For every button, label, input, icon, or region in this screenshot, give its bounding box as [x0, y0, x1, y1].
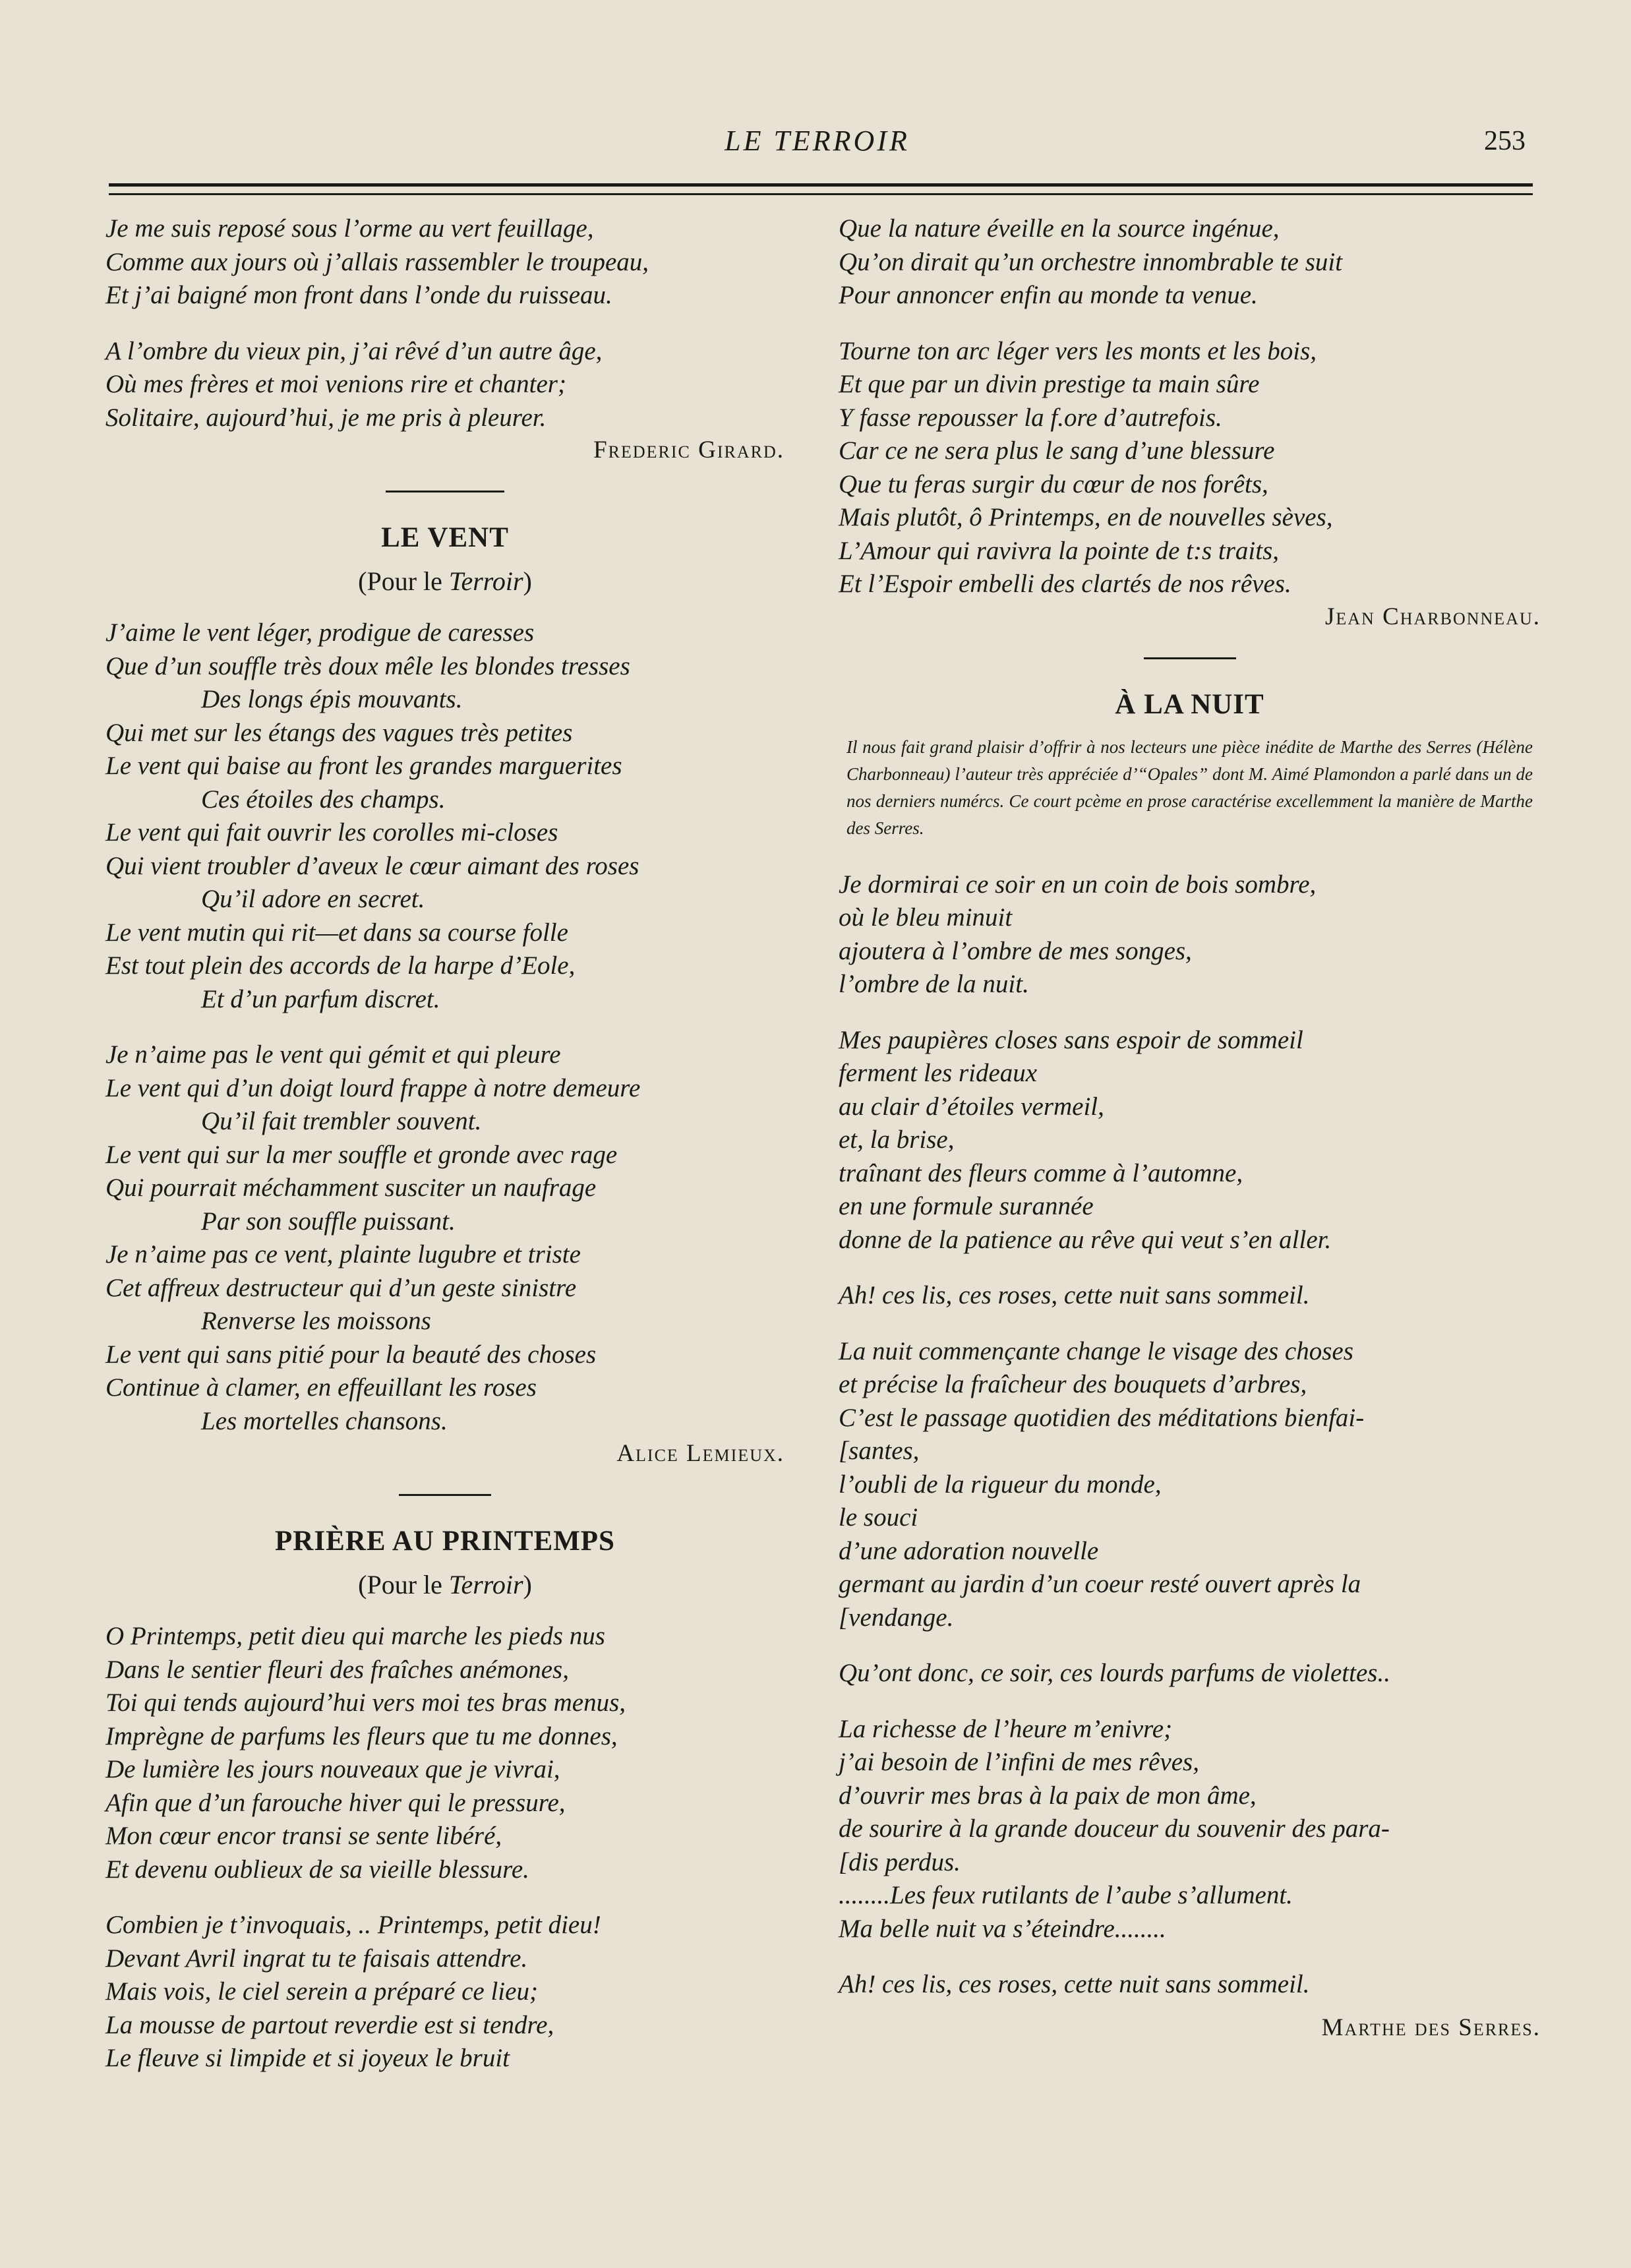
poem-priere-au-printemps — [105, 1620, 785, 2075]
verse-line: Et j’ai baigné mon front dans l’onde du ruisseau. — [105, 281, 612, 309]
verse-line: De lumière les jours nouveaux que je vivrai, — [105, 1755, 560, 1783]
verse-line: Et l’Espoir embelli des clartés de nos rêves. — [839, 570, 1291, 598]
poem-subtitle — [105, 566, 785, 597]
poem-title: LE VENT — [381, 522, 509, 553]
verse-line: Le fleuve si limpide et si joyeux le bruit — [105, 2044, 510, 2072]
verse-line: Les mortelles chansons. — [201, 1406, 448, 1435]
verse-line: Ah! ces lis, ces roses, cette nuit sans sommeil. — [839, 1281, 1310, 1309]
verse-line: Où mes frères et moi venions rire et chanter; — [105, 370, 566, 398]
verse-line: Tourne ton arc léger vers les monts et les bois, — [839, 336, 1317, 365]
verse-line: [vendange. — [839, 1603, 954, 1632]
stanza — [839, 1335, 1541, 1635]
subtitle-prefix: (Pour le — [358, 1570, 449, 1599]
verse-line: Le vent qui sur la mer souffle et gronde avec rage — [105, 1140, 618, 1169]
verse-line: Solitaire, aujourd’hui, je me pris à pleurer. — [105, 403, 547, 432]
verse-line: Que d’un souffle très doux mêle les blondes tresses — [105, 651, 630, 680]
stanza — [839, 335, 1541, 601]
verse-line: Cet affreux destructeur qui d’un geste sinistre — [105, 1273, 577, 1302]
verse-line: Le vent qui sans pitié pour la beauté des choses — [105, 1340, 597, 1369]
verse-line: ........Les feux rutilants de l’aube s’allument. — [839, 1881, 1293, 1909]
verse-line: d’une adoration nouvelle — [839, 1536, 1099, 1565]
verse-line: donne de la patience au rêve qui veut s’en aller. — [839, 1225, 1332, 1254]
verse-line: Mes paupières closes sans espoir de sommeil — [839, 1025, 1303, 1054]
poem-title: À LA NUIT — [1115, 688, 1264, 720]
header-rule — [109, 183, 1533, 195]
verse-line: ferment les rideaux — [839, 1059, 1038, 1087]
stanza — [105, 1909, 785, 2075]
left-column — [105, 212, 785, 2098]
verse-line: Ces étoiles des champs. — [201, 785, 446, 814]
verse-line: l’ombre de la nuit. — [839, 970, 1029, 998]
separator — [1144, 657, 1236, 659]
verse-line: Dans le sentier fleuri des fraîches anémones, — [105, 1655, 569, 1684]
verse-line: Qui vient troubler d’aveux le cœur aimant des roses — [105, 851, 639, 880]
verse-line: Mon cœur encor transi se sente libéré, — [105, 1822, 502, 1850]
verse-line: Est tout plein des accords de la harpe d’Eole, — [105, 951, 576, 980]
running-header — [109, 124, 1526, 164]
stanza — [839, 1713, 1541, 1946]
stanza — [105, 335, 785, 435]
verse-line: [dis perdus. — [839, 1847, 961, 1876]
verse-line: Car ce ne sera plus le sang d’une blessure — [839, 436, 1275, 465]
verse-line: et, la brise, — [839, 1125, 955, 1154]
verse-line: Qu’il fait trembler souvent. — [201, 1107, 482, 1135]
verse-line: Comme aux jours où j’allais rassembler le troupeau, — [105, 247, 649, 276]
verse-line: Le vent qui d’un doigt lourd frappe à notre demeure — [105, 1073, 641, 1102]
right-column — [839, 212, 1541, 2042]
stanza — [105, 1038, 785, 1438]
signature: Marthe des Serres. — [1321, 2014, 1541, 2041]
verse-line: Imprègne de parfums les fleurs que tu me donnes, — [105, 1721, 618, 1750]
verse-line: germant au jardin d’un coeur resté ouvert après la — [839, 1570, 1361, 1598]
stanza — [105, 212, 785, 313]
stanza — [839, 1968, 1541, 2002]
verse-line: C’est le passage quotidien des méditations bienfai- — [839, 1403, 1365, 1432]
verse-line: Je n’aime pas le vent qui gémit et qui pleure — [105, 1040, 561, 1069]
verse-line: Et d’un parfum discret. — [201, 984, 440, 1013]
stanza — [839, 868, 1541, 1001]
stanza — [839, 1024, 1541, 1257]
verse-line: A l’ombre du vieux pin, j’ai rêvé d’un autre âge, — [105, 336, 603, 365]
verse-line: Qui met sur les étangs des vagues très petites — [105, 718, 573, 747]
poem-girard — [105, 212, 785, 434]
verse-line: Combien je t’invoquais, .. Printemps, petit dieu! — [105, 1911, 601, 1939]
stanza — [105, 1620, 785, 1886]
verse-line: La nuit commençante change le visage des choses — [839, 1336, 1353, 1365]
verse-line: au clair d’étoiles vermeil, — [839, 1092, 1104, 1121]
verse-line: l’oubli de la rigueur du monde, — [839, 1470, 1162, 1499]
verse-line: Continue à clamer, en effeuillant les roses — [105, 1373, 537, 1402]
verse-line: Ah! ces lis, ces roses, cette nuit sans sommeil. — [839, 1970, 1310, 1998]
verse-line: [santes, — [839, 1437, 920, 1465]
journal-title: LE TERROIR — [725, 125, 910, 157]
verse-line: d’ouvrir mes bras à la paix de mon âme, — [839, 1781, 1257, 1810]
verse-line: O Printemps, petit dieu qui marche les pieds nus — [105, 1622, 605, 1650]
verse-line: Je n’aime pas ce vent, plainte lugubre et triste — [105, 1240, 581, 1268]
poem-a-la-nuit — [839, 868, 1541, 2002]
verse-line: Qu’on dirait qu’un orchestre innombrable te suit — [839, 247, 1343, 276]
poem-title: PRIÈRE AU PRINTEMPS — [275, 1526, 615, 1557]
signature: Frederic Girard. — [593, 436, 785, 463]
verse-line: J’aime le vent léger, prodigue de caresses — [105, 618, 535, 647]
poem-subtitle — [105, 1569, 785, 1600]
stanza — [105, 616, 785, 1016]
verse-line: Pour annoncer enfin au monde ta venue. — [839, 281, 1258, 309]
verse-line: en une formule surannée — [839, 1192, 1094, 1220]
verse-line: Des longs épis mouvants. — [201, 685, 463, 713]
verse-line: La mousse de partout reverdie est si tendre, — [105, 2010, 554, 2039]
subtitle-suffix: ) — [523, 566, 532, 596]
page-number: 253 — [1484, 126, 1526, 156]
verse-line: L’Amour qui ravivra la pointe de t:s traits, — [839, 536, 1280, 565]
verse-line: Ma belle nuit va s’éteindre........ — [839, 1914, 1166, 1943]
verse-line: Le vent qui baise au front les grandes marguerites — [105, 752, 622, 780]
stanza — [839, 1657, 1541, 1690]
separator — [386, 491, 504, 492]
verse-line: Le vent qui fait ouvrir les corolles mi-closes — [105, 818, 558, 847]
separator — [399, 1494, 491, 1496]
stanza — [839, 1279, 1541, 1313]
verse-line: Le vent mutin qui rit—et dans sa course folle — [105, 918, 568, 947]
stanza — [839, 212, 1541, 313]
signature: Alice Lemieux. — [616, 1440, 785, 1467]
poem-le-vent — [105, 616, 785, 1438]
verse-line: Je me suis reposé sous l’orme au vert feuillage, — [105, 214, 594, 243]
verse-line: Qui pourrait méchamment susciter un naufrage — [105, 1174, 597, 1202]
subtitle-suffix: ) — [523, 1570, 532, 1599]
verse-line: Qu’il adore en secret. — [201, 885, 425, 913]
verse-line: Que la nature éveille en la source ingénue, — [839, 214, 1280, 243]
editor-intro: Il nous fait grand plaisir d’offrir à nos lecteurs une pièce inédite de Marthe des Serres (Hélène Charbonneau) l’auteur très appréciée d’“Opales” dont M. Aimé Plamondon a parlé dans un de nos derniers numércs. Ce court pcème en prose caractérise excellemment la manière de Marthe des Serres. — [846, 736, 1533, 838]
verse-line: Que tu feras surgir du cœur de nos forêts, — [839, 469, 1268, 498]
verse-line: ajoutera à l’ombre de mes songes, — [839, 936, 1192, 965]
verse-line: de sourire à la grande douceur du souvenir des para- — [839, 1814, 1390, 1843]
verse-line: Devant Avril ingrat tu te faisais attendre. — [105, 1944, 528, 1973]
verse-line: Mais vois, le ciel serein a préparé ce lieu; — [105, 1977, 538, 2006]
verse-line: traînant des fleurs comme à l’automne, — [839, 1158, 1243, 1187]
verse-line: Qu’ont donc, ce soir, ces lourds parfums de violettes.. — [839, 1659, 1390, 1687]
subtitle-journal: Terroir — [448, 566, 523, 596]
verse-line: Et que par un divin prestige ta main sûre — [839, 370, 1260, 398]
verse-line: et précise la fraîcheur des bouquets d’arbres, — [839, 1370, 1307, 1398]
verse-line: Toi qui tends aujourd’hui vers moi tes bras menus, — [105, 1688, 626, 1717]
verse-line: Afin que d’un farouche hiver qui le pressure, — [105, 1788, 566, 1817]
signature: Jean Charbonneau. — [1324, 603, 1541, 630]
subtitle-journal: Terroir — [448, 1570, 523, 1599]
verse-line: Renverse les moissons — [201, 1307, 431, 1335]
verse-line: Par son souffle puissant. — [201, 1207, 456, 1236]
verse-line: Mais plutôt, ô Printemps, en de nouvelles sèves, — [839, 503, 1333, 531]
verse-line: le souci — [839, 1503, 918, 1532]
verse-line: j’ai besoin de l’infini de mes rêves, — [839, 1748, 1199, 1776]
subtitle-prefix: (Pour le — [358, 566, 449, 596]
verse-line: Je dormirai ce soir en un coin de bois sombre, — [839, 870, 1317, 899]
verse-line: La richesse de l’heure m’enivre; — [839, 1714, 1173, 1743]
verse-line: où le bleu minuit — [839, 903, 1013, 932]
poem-priere-continued — [839, 212, 1541, 601]
verse-line: Y fasse repousser la f.ore d’autrefois. — [839, 403, 1222, 432]
verse-line: Et devenu oublieux de sa vieille blessure. — [105, 1855, 529, 1884]
